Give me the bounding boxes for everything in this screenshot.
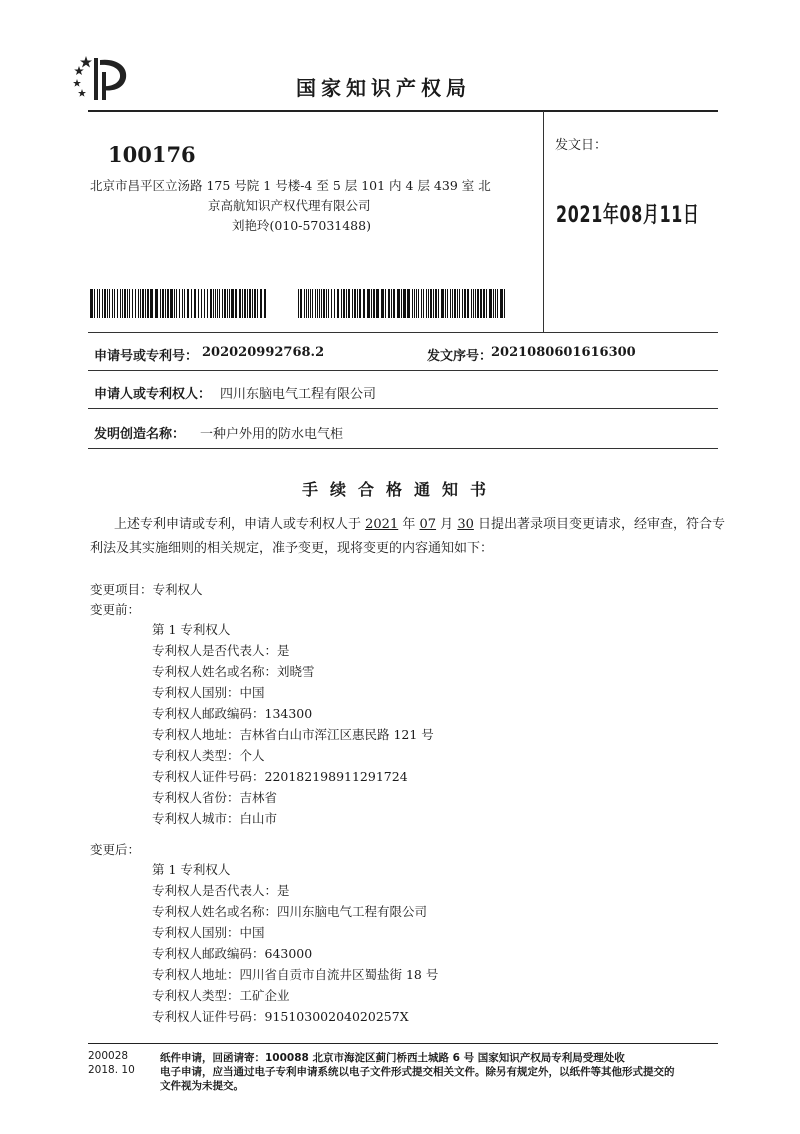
barcode-bar: [326, 289, 327, 318]
barcode-bar: [124, 289, 126, 318]
barcode-bar: [321, 289, 322, 318]
barcode-bar: [147, 289, 149, 318]
barcode-bar: [107, 289, 108, 318]
before-label: 变更前：: [90, 602, 141, 617]
barcode-bar: [450, 289, 451, 318]
footer-line3: 文件视为未提交。: [160, 1080, 244, 1092]
barcode-bar: [252, 289, 253, 318]
barcode-bar: [475, 289, 476, 318]
serial-value: 2021080601616300: [491, 345, 636, 360]
barcode-bar: [441, 289, 444, 318]
before-item: 专利权人国别：中国: [152, 685, 265, 700]
barcode-bar: [363, 289, 365, 318]
barcode-bar: [462, 289, 463, 318]
barcode-bar: [184, 289, 185, 318]
barcode-bar: [174, 289, 175, 318]
barcode-bar: [231, 289, 234, 318]
barcode-bar: [367, 289, 370, 318]
barcode-bar: [129, 289, 130, 318]
barcode-bar: [433, 289, 434, 318]
barcode-bar: [452, 289, 453, 318]
after-item: 专利权人国别：中国: [152, 925, 265, 940]
before-item: 专利权人姓名或名称：刘晓雪: [152, 664, 315, 679]
barcode-bar: [416, 289, 417, 318]
barcode-bar: [207, 289, 208, 318]
barcode-bar: [483, 289, 485, 318]
barcode-bar: [215, 289, 216, 318]
after-item: 专利权人证件号码：91510300204020257X: [152, 1009, 409, 1024]
barcode-bar: [348, 289, 350, 318]
barcode-bar: [260, 289, 262, 318]
barcode-bar: [407, 289, 410, 318]
barcode-bar: [213, 289, 214, 318]
barcode-bar: [397, 289, 400, 318]
after-item: 第 1 专利权人: [152, 862, 231, 877]
barcode-bar: [219, 289, 220, 318]
barcode-bar: [477, 289, 479, 318]
barcode-bar: [393, 289, 395, 318]
row3-rule: [88, 448, 718, 449]
barcode-bar: [102, 289, 103, 318]
barcode-bar: [162, 289, 164, 318]
barcode-bar: [227, 289, 228, 318]
before-item: 专利权人是否代表人：是: [152, 643, 290, 658]
barcode-bar: [447, 289, 448, 318]
footer-form-version: 2018. 10: [88, 1064, 135, 1076]
barcode-bar: [414, 289, 415, 318]
barcode-bar: [160, 289, 161, 318]
barcode-bar: [426, 289, 427, 318]
para-text-a: 上述专利申请或专利，申请人或专利权人于: [114, 517, 366, 532]
recipient-postcode: 100176: [108, 142, 196, 167]
footer-rule: [88, 1043, 718, 1044]
after-item: 专利权人类型：工矿企业: [152, 988, 290, 1003]
barcode-bar: [486, 289, 487, 318]
barcode-bar: [435, 289, 437, 318]
address-bottom-rule: [88, 332, 718, 333]
barcode-bar: [471, 289, 472, 318]
barcode-bar: [473, 289, 474, 318]
barcode-bar: [412, 289, 413, 318]
barcode-bar: [421, 289, 422, 318]
barcode-bar: [428, 289, 429, 318]
barcode-right: [298, 289, 506, 318]
header-rule: [88, 110, 718, 112]
barcode-bar: [304, 289, 305, 318]
barcode-bar: [445, 289, 446, 318]
barcode-bar: [418, 289, 419, 318]
barcode-bar: [467, 289, 469, 318]
barcode-bar: [388, 289, 390, 318]
barcode-bar: [191, 289, 192, 318]
barcode-bar: [341, 289, 342, 318]
barcode-bar: [114, 289, 115, 318]
barcode-bar: [373, 289, 375, 318]
issue-date-label: 发文日：: [555, 138, 608, 153]
address-divider: [543, 111, 544, 332]
barcode-bar: [376, 289, 379, 318]
barcode-bar: [150, 289, 153, 318]
barcode-bar: [401, 289, 402, 318]
barcode-bar: [315, 289, 316, 318]
para-text-b: 年: [398, 517, 420, 532]
change-item-label: 变更项目：专利权人: [90, 582, 203, 597]
barcode-bar: [391, 289, 392, 318]
barcode-bar: [138, 289, 139, 318]
before-item: 专利权人地址：吉林省白山市浑江区惠民路 121 号: [152, 727, 434, 742]
barcode-bar: [337, 289, 339, 318]
barcode-bar: [310, 289, 311, 318]
before-item: 专利权人城市：白山市: [152, 811, 278, 826]
barcode-bar: [170, 289, 173, 318]
barcode-bar: [331, 289, 332, 318]
applicant-label: 申请人或专利权人：: [94, 387, 212, 402]
barcode-bar: [204, 289, 205, 318]
barcode-bar: [94, 289, 95, 318]
barcode-bar: [319, 289, 320, 318]
barcode-bar: [495, 289, 496, 318]
serial-label: 发文序号：: [427, 349, 493, 364]
cnipa-logo: [72, 52, 132, 104]
barcode-bar: [438, 289, 439, 318]
barcode-bar: [257, 289, 258, 318]
barcode-bar: [328, 289, 329, 318]
after-item: 专利权人邮政编码：643000: [152, 946, 313, 961]
barcode-left: [90, 289, 266, 318]
barcode-bar: [135, 289, 136, 318]
barcode-bar: [480, 289, 482, 318]
after-item: 专利权人是否代表人：是: [152, 883, 290, 898]
barcode-bar: [423, 289, 424, 318]
barcode-bar: [90, 289, 93, 318]
before-item: 专利权人省份：吉林省: [152, 790, 278, 805]
barcode-bar: [352, 289, 353, 318]
footer-form-code: 200028: [88, 1050, 129, 1062]
office-name: 国家知识产权局: [296, 76, 471, 100]
barcode-bar: [198, 289, 199, 318]
barcode-bar: [249, 289, 251, 318]
barcode-bar: [371, 289, 372, 318]
barcode-bar: [242, 289, 243, 318]
before-item: 专利权人邮政编码：134300: [152, 706, 313, 721]
barcode-bar: [194, 289, 196, 318]
app-no-value: 202020992768.2: [202, 345, 325, 360]
barcode-bar: [430, 289, 432, 318]
barcode-bar: [354, 289, 356, 318]
barcode-bar: [459, 289, 460, 318]
after-item: 专利权人地址：四川省自贡市自流井区蜀盐街 18 号: [152, 967, 439, 982]
before-item: 专利权人证件号码：220182198911291724: [152, 769, 408, 784]
row1-rule: [88, 370, 718, 371]
recipient-address-line2: 京高航知识产权代理有限公司: [208, 198, 371, 213]
footer-line1: 纸件申请，回函请寄：100088 北京市海淀区蓟门桥西土城路 6 号 国家知识产权局专利局受理处收: [160, 1052, 625, 1064]
barcode-bar: [210, 289, 212, 318]
barcode-bar: [97, 289, 98, 318]
barcode-bar: [457, 289, 458, 318]
barcode-bar: [493, 289, 494, 318]
barcode-bar: [179, 289, 180, 318]
request-day: 30: [457, 517, 474, 532]
barcode-bar: [454, 289, 456, 318]
before-item: 专利权人类型：个人: [152, 748, 265, 763]
barcode-bar: [244, 289, 246, 318]
barcode-bar: [217, 289, 218, 318]
barcode-bar: [497, 289, 498, 318]
barcode-bar: [165, 289, 166, 318]
barcode-bar: [403, 289, 406, 318]
barcode-bar: [264, 289, 266, 318]
barcode-bar: [122, 289, 123, 318]
barcode-bar: [145, 289, 146, 318]
para-text-d: 日提出著录项目变更请求，经审查，符合专: [473, 517, 725, 532]
barcode-bar: [504, 289, 505, 318]
barcode-bar: [187, 289, 189, 318]
barcode-bar: [346, 289, 347, 318]
row2-rule: [88, 408, 718, 409]
applicant-value: 四川东脑电气工程有限公司: [220, 387, 377, 402]
barcode-bar: [464, 289, 466, 318]
barcode-bar: [235, 289, 237, 318]
barcode-bar: [201, 289, 202, 318]
barcode-bar: [343, 289, 345, 318]
barcode-bar: [308, 289, 309, 318]
after-label: 变更后：: [90, 842, 141, 857]
barcode-bar: [385, 289, 386, 318]
barcode-bar: [357, 289, 358, 318]
after-item: 专利权人姓名或名称：四川东脑电气工程有限公司: [152, 904, 428, 919]
barcode-bar: [381, 289, 384, 318]
barcode-bar: [239, 289, 241, 318]
before-item: 第 1 专利权人: [152, 622, 231, 637]
barcode-bar: [306, 289, 307, 318]
barcode-bar: [317, 289, 318, 318]
invention-label: 发明创造名称：: [94, 427, 186, 442]
footer-line2: 电子申请，应当通过电子专利申请系统以电子文件形式提交相关文件。除另有规定外，以纸件等其他形式提交的: [160, 1066, 675, 1078]
recipient-contact: 刘艳玲(010-57031488): [232, 218, 371, 233]
barcode-bar: [300, 289, 302, 318]
barcode-bar: [155, 289, 158, 318]
recipient-address-line1: 北京市昌平区立汤路 175 号院 1 号楼-4 至 5 层 101 内 4 层 439 室 北: [90, 178, 491, 193]
barcode-bar: [120, 289, 121, 318]
barcode-bar: [167, 289, 169, 318]
barcode-bar: [224, 289, 226, 318]
para-text-c: 月: [436, 517, 458, 532]
barcode-bar: [112, 289, 113, 318]
barcode-bar: [229, 289, 230, 318]
app-no-label: 申请号或专利号：: [94, 349, 199, 364]
barcode-bar: [254, 289, 256, 318]
document-title: 手续合格通知书: [301, 480, 498, 499]
barcode-bar: [334, 289, 335, 318]
barcode-bar: [359, 289, 361, 318]
body-paragraph-line2: 利法及其实施细则的相关规定，准予变更，现将变更的内容通知如下：: [90, 541, 494, 556]
barcode-bar: [489, 289, 492, 318]
barcode-bar: [500, 289, 503, 318]
barcode-bar: [104, 289, 106, 318]
barcode-bar: [182, 289, 183, 318]
barcode-bar: [312, 289, 313, 318]
request-year: 2021: [365, 517, 399, 532]
invention-value: 一种户外用的防水电气柜: [200, 427, 344, 442]
barcode-bar: [176, 289, 177, 318]
barcode-bar: [247, 289, 248, 318]
barcode-bar: [99, 289, 100, 318]
issue-date-stamp: 2021年08月11日: [556, 203, 700, 228]
barcode-bar: [109, 289, 110, 318]
barcode-bar: [117, 289, 118, 318]
barcode-bar: [127, 289, 128, 318]
barcode-bar: [132, 289, 133, 318]
body-paragraph-line1: [114, 514, 725, 536]
request-month: 07: [419, 517, 437, 532]
barcode-bar: [222, 289, 223, 318]
barcode-bar: [298, 289, 299, 318]
barcode-bar: [140, 289, 141, 318]
barcode-bar: [323, 289, 325, 318]
barcode-bar: [142, 289, 144, 318]
